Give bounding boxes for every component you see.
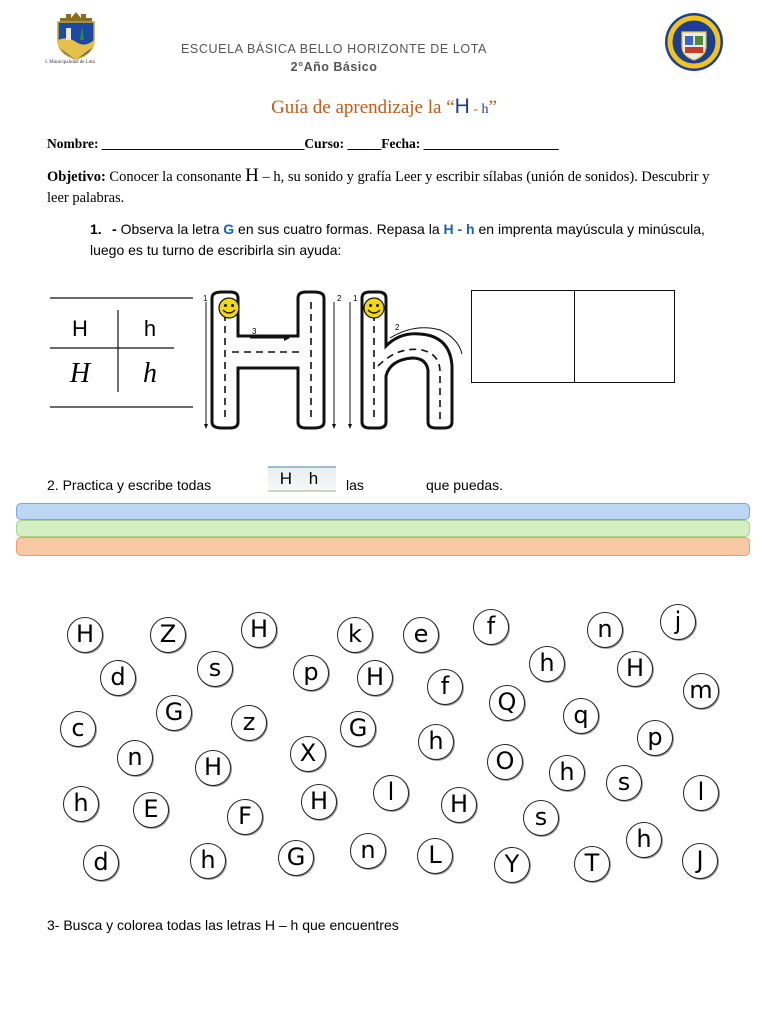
school-logo (664, 12, 724, 72)
smiley-icon-upper (219, 298, 239, 318)
title-small-letter: h (481, 102, 489, 117)
letter-circle[interactable]: H (441, 787, 477, 823)
letter-circle[interactable]: X (290, 736, 326, 772)
letter-circle[interactable]: h (418, 724, 454, 760)
instruction-1-letters-hh: H - h (443, 221, 475, 237)
school-name: ESCUELA BÁSICA BELLO HORIZONTE DE LOTA (181, 42, 487, 56)
letter-circle[interactable]: H (357, 660, 393, 696)
objective-big-h: H (245, 165, 259, 186)
instruction-3: 3- Busca y colorea todas las letras H – h que encuentres (47, 917, 399, 933)
letter-circle[interactable]: f (427, 669, 463, 705)
letter-circle[interactable]: n (350, 833, 386, 869)
letter-circle[interactable]: k (337, 617, 373, 653)
instruction-1-dash: - (112, 221, 121, 237)
letter-circle[interactable]: G (340, 711, 376, 747)
instruction-2-text-a: 2. Practica y escribe todas (47, 477, 212, 493)
instruction-2-sample: H h (279, 469, 325, 488)
letter-circle[interactable]: f (473, 609, 509, 645)
instruction-1-text-c: en imprenta mayúscula y minúscula, luego es tu turno de escribirla sin ayuda: (90, 221, 705, 258)
letter-circle[interactable]: H (241, 612, 277, 648)
title-prefix: Guía de aprendizaje la “ (271, 97, 455, 118)
letter-circle[interactable]: n (117, 740, 153, 776)
letter-circle[interactable]: Q (489, 685, 525, 721)
letter-circle[interactable]: m (683, 673, 719, 709)
stroke-number: 3 (252, 327, 257, 336)
instruction-1-number: 1. (90, 221, 102, 237)
letter-circle[interactable]: T (574, 846, 610, 882)
letter-circle[interactable]: E (133, 792, 169, 828)
letter-circle[interactable]: G (156, 695, 192, 731)
title-big-letter: H (454, 95, 470, 118)
letter-circle[interactable]: H (195, 750, 231, 786)
letter-circle[interactable]: H (67, 617, 103, 653)
title-suffix: ” (488, 97, 497, 118)
practice-box-divider (574, 291, 575, 382)
letter-circle[interactable]: h (626, 822, 662, 858)
objective-label: Objetivo: (47, 169, 106, 185)
writing-strip-green[interactable] (16, 520, 750, 537)
letter-circle[interactable]: h (529, 646, 565, 682)
instruction-2-text-b: las (346, 477, 364, 493)
letter-circle[interactable]: F (227, 799, 263, 835)
letter-circle[interactable]: s (523, 800, 559, 836)
letter-circle[interactable]: J (682, 843, 718, 879)
cursive-upper-h: H (69, 358, 91, 389)
letter-circle[interactable]: Z (150, 617, 186, 653)
letter-circle[interactable]: H (617, 651, 653, 687)
letter-circle[interactable]: Y (494, 847, 530, 883)
letter-circle[interactable]: l (683, 775, 719, 811)
letter-circle[interactable]: H (301, 784, 337, 820)
cursive-lower-h: h (143, 358, 157, 389)
stroke-number: 1 (353, 294, 358, 303)
letter-circle[interactable]: p (637, 720, 673, 756)
letter-circle[interactable]: q (563, 698, 599, 734)
grade-label: 2°Año Básico (290, 60, 378, 74)
instruction-2-sample-image (268, 466, 336, 492)
smiley-icon-lower (364, 298, 384, 318)
practice-writing-box[interactable] (471, 290, 675, 383)
objective-text-a: Conocer la consonante (105, 169, 246, 185)
letter-circle[interactable]: L (417, 838, 453, 874)
letter-circle[interactable]: h (549, 755, 585, 791)
tracing-letters-graphic (200, 288, 466, 434)
letter-circle[interactable]: d (83, 845, 119, 881)
stroke-number: 1 (203, 294, 208, 303)
letter-circle[interactable]: j (660, 604, 696, 640)
instruction-2-text-c: que puedas. (426, 477, 504, 493)
letter-circle[interactable]: s (606, 765, 642, 801)
stroke-number: 2 (337, 294, 342, 303)
instruction-1 (90, 219, 730, 261)
instruction-1-letter-g: G (223, 221, 235, 237)
title-separator: - (469, 102, 482, 117)
letter-circle[interactable]: O (487, 744, 523, 780)
letter-circle[interactable]: d (100, 660, 136, 696)
writing-strip-blue[interactable] (16, 503, 750, 520)
letter-circle[interactable]: p (293, 655, 329, 691)
letter-circle[interactable]: l (373, 775, 409, 811)
student-info-line: Nombre: ______________________________Curso: _____Fecha: ____________________ (47, 136, 559, 151)
print-upper-h: H (72, 316, 88, 341)
stroke-number: 2 (395, 323, 400, 332)
letter-circle[interactable]: h (63, 786, 99, 822)
objective-text-b: – h, su sonido y grafía Leer y escribir sílabas (unión de sonidos). Descubrir y leer palabras. (47, 169, 710, 206)
municipality-caption: I. Municipalidad de Lota (45, 60, 95, 65)
instruction-1-text-a: Observa la letra (120, 221, 224, 237)
page-title (0, 95, 768, 119)
letter-forms-table (50, 296, 195, 412)
letter-circle[interactable]: h (190, 843, 226, 879)
letter-circle[interactable]: G (278, 840, 314, 876)
print-lower-h: h (143, 316, 157, 341)
instruction-1-text-b: en sus cuatro formas. Repasa la (234, 221, 444, 237)
letter-circle[interactable]: c (60, 711, 96, 747)
writing-strip-orange[interactable] (16, 537, 750, 556)
letter-circle[interactable]: n (587, 612, 623, 648)
objective-paragraph (47, 165, 727, 209)
letter-circle[interactable]: z (231, 705, 267, 741)
letter-circle[interactable]: s (197, 651, 233, 687)
letter-circle[interactable]: e (403, 617, 439, 653)
